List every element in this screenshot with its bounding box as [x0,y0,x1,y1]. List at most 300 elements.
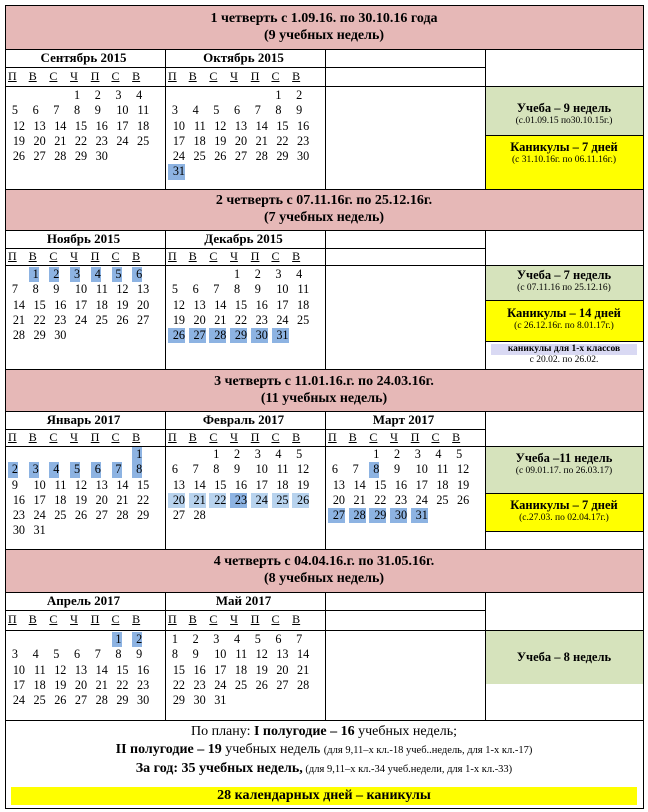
calendar-day: 5 [70,462,80,477]
calendar-day: 13 [95,477,108,492]
calendar-day: 25 [234,677,248,692]
weekday-label: С [271,612,280,626]
calendar-day: 31 [168,164,185,179]
calendar-day: 8 [369,462,379,477]
weekday-label: П [90,430,100,444]
calendar-week [8,493,153,508]
calendar-day: 22 [33,312,46,327]
calendar-day: 30 [297,149,310,164]
calendar-day: 1 [74,88,81,102]
calendar-day: 14 [12,297,25,312]
q2-first-grade-dates: с 20.02. по 26.02. [529,355,599,365]
calendar-day: 12 [297,462,310,477]
weekday-label: Ч [70,612,78,626]
calendar-day: 7 [112,462,122,477]
month-title-mar: Март 2017 [372,412,435,427]
calendar-week [168,462,313,477]
calendar-day: 12 [172,297,185,312]
weekday-label: П [250,249,260,263]
calendar-day: 9 [136,647,143,662]
quarter-2-header [5,189,643,230]
calendar-day: 23 [230,493,247,508]
calendar-day: 7 [94,647,101,662]
calendar-day: 5 [296,447,303,461]
weekday-label: С [49,612,58,626]
weekday-header-jan [8,430,153,444]
calendar-day: 13 [234,118,248,133]
calendar-day: 15 [276,118,289,133]
calendar-day: 20 [33,133,46,148]
calendar-day: 27 [137,312,150,327]
weekday-label: П [90,69,100,83]
calendar-day: 23 [193,677,206,692]
calendar-day: 5 [11,103,18,118]
calendar-day: 19 [214,133,227,148]
calendar-day: 15 [234,297,248,312]
weekday-label: С [271,69,280,83]
weekday-label: Ч [70,249,78,263]
calendar-day: 13 [137,282,150,297]
calendar-day: 9 [296,103,303,118]
calendar-week [8,447,153,462]
calendar-week [168,663,313,678]
calendar-week [8,523,153,538]
calendar-day: 3 [275,267,282,281]
weekday-label: В [292,612,301,626]
calendar-day: 23 [137,677,150,692]
calendar-day: 10 [33,477,46,492]
calendar-day: 7 [254,103,261,118]
calendar-day: 19 [457,477,470,492]
calendar-day: 9 [11,477,18,492]
weekday-header-sep [8,69,153,83]
calendar-day: 20 [332,492,345,507]
weekday-label: В [28,69,37,83]
calendar-day: 16 [394,477,408,492]
calendar-day: 24 [172,149,185,164]
weekday-label: П [90,249,100,263]
calendar-day: 15 [137,477,150,492]
calendar-day: 8 [234,282,241,297]
calendar-day: 20 [276,662,289,677]
weekday-header-mar [328,430,473,444]
q2-study-dates: (с 07.11.16 по 25.12.16) [517,283,611,293]
calendar-day: 5 [112,267,122,282]
quarter-4-weeks: (8 учебных недель) [263,571,385,586]
calendar-day: 10 [255,462,268,477]
weekday-label: П [8,430,17,444]
calendar-day: 17 [33,492,46,507]
calendar-day: 18 [193,133,206,148]
calendar-day: 10 [415,462,428,477]
calendar-week [8,328,153,343]
weekday-label: П [90,612,100,626]
calendar-day: 24 [415,492,428,507]
calendar-day: 10 [12,662,25,677]
calendar-day: 2 [94,88,101,102]
quarter-3-header [5,369,643,411]
calendar-day: 11 [137,103,150,118]
calendar-day: 22 [276,133,289,148]
calendar-day: 28 [255,149,268,164]
weekday-label: Ч [230,69,238,83]
calendar-week [8,647,153,662]
calendar-day: 1 [112,632,122,647]
calendar-day: 24 [116,133,129,148]
calendar-day: 4 [296,267,303,281]
calendar-day: 23 [255,312,268,327]
calendar-day: 21 [255,133,268,148]
calendar-day: 27 [234,149,248,164]
weekday-label: С [271,249,280,263]
calendar-day: 26 [116,312,129,327]
weekday-header-nov [8,249,153,263]
month-title-oct: Октябрь 2015 [203,50,284,65]
calendar-day: 12 [255,647,268,662]
calendar-day: 30 [137,693,150,708]
weekday-label: В [132,69,141,83]
weekday-label: П [168,612,177,626]
calendar-day: 26 [457,492,470,507]
calendar-day: 7 [11,282,18,297]
quarter-2-weeks: (7 учебных недель) [263,210,385,225]
calendar-day: 14 [353,477,366,492]
footer-holidays-text: 28 календарных дней – каникулы [217,788,431,803]
calendar-day: 14 [193,477,206,492]
calendar-day: 9 [254,282,261,297]
quarter-4-header [5,549,643,592]
weekday-label: В [348,430,357,444]
calendar-day: 18 [436,477,449,492]
calendar-day: 25 [54,508,67,523]
quarter-1-header [5,5,643,49]
month-title-feb: Февраль 2017 [202,412,285,427]
calendar-day: 11 [54,477,67,492]
calendar-day: 17 [214,662,227,677]
calendar-day: 20 [95,492,108,507]
weekday-label: П [250,612,260,626]
calendar-day: 16 [255,297,268,312]
calendar-day: 29 [33,328,46,343]
calendar-day: 4 [49,462,59,477]
calendar-day: 3 [414,447,421,461]
calendar-day: 5 [254,632,261,646]
q2-holiday-cell [485,301,643,341]
q3-study-label: Учеба –11 недель [515,451,613,465]
calendar-week [168,119,313,134]
calendar-day: 6 [331,462,338,477]
calendar-day: 4 [136,88,143,102]
calendar-day: 29 [276,149,289,164]
calendar-day: 23 [12,508,25,523]
quarter-1-weeks: (9 учебных недель) [263,28,385,43]
calendar-day: 20 [193,312,206,327]
weekday-label: С [369,430,378,444]
q2-holiday-dates: (с 26.12.16г. по 8.01.17г.) [514,321,614,331]
calendar-day: 8 [115,647,122,662]
calendar-week [168,478,313,493]
calendar-week [168,632,313,647]
calendar-day: 2 [192,632,199,646]
calendar-day: 22 [74,133,88,148]
calendar-day: 10 [276,282,289,297]
weekday-label: Ч [390,430,398,444]
calendar-day: 18 [276,477,289,492]
calendar-day: 25 [137,133,150,148]
calendar-week [168,693,313,708]
calendar-day: 26 [292,493,309,508]
calendar-day: 22 [234,312,248,327]
calendar-day: 29 [369,508,386,523]
calendar-day: 13 [33,118,46,133]
calendar-day: 13 [276,647,289,662]
calendar-week [8,103,153,118]
calendar-day: 17 [116,118,129,133]
weekday-label: П [8,612,17,626]
calendar-day: 22 [116,677,129,692]
calendar-day: 9 [53,282,60,297]
calendar-day: 24 [12,693,25,708]
weekday-label: В [28,430,37,444]
calendar-day: 21 [214,312,227,327]
calendar-day: 15 [74,118,88,133]
calendar-day: 21 [54,133,67,148]
calendar-week [8,134,153,149]
calendar-week [8,282,153,297]
calendar-week [168,298,313,313]
calendar-day: 28 [193,508,206,523]
calendar-day: 8 [213,462,220,477]
calendar-day: 25 [33,693,46,708]
calendar-day: 9 [94,103,101,118]
calendar-day: 2 [234,447,241,461]
calendar-day: 2 [394,447,401,461]
calendar-day: 7 [213,282,220,297]
calendar-day: 3 [29,462,39,477]
calendar-day: 6 [171,462,178,477]
calendar-week [168,328,313,343]
calendar-week [8,632,153,647]
q3-study-dates: (с 09.01.17. по 26.03.17) [515,466,613,476]
weekday-label: П [8,249,17,263]
q2-first-grade-label: каникулы для 1-х классов [491,344,637,355]
calendar-week [8,508,153,523]
calendar-day: 3 [115,88,122,102]
calendar-day: 27 [276,677,289,692]
calendar-day: 3 [254,447,261,461]
q1-holiday-label: Каникулы – 7 дней [510,140,618,154]
calendar-day: 26 [214,149,227,164]
calendar-day: 25 [436,492,449,507]
calendar-day: 2 [296,88,303,102]
calendar-day: 19 [74,492,88,507]
calendar-day: 23 [394,492,408,507]
calendar-day: 25 [95,312,108,327]
calendar-day: 26 [74,508,88,523]
calendar-day: 5 [213,103,220,118]
calendar-day: 27 [74,693,88,708]
calendar-day: 17 [415,477,428,492]
calendar-day: 13 [193,297,206,312]
calendar-grid-jan [8,447,153,539]
calendar-grid-mar [328,447,473,523]
calendar-week [8,149,153,164]
calendar-day: 28 [95,693,108,708]
calendar-day: 19 [12,133,25,148]
calendar-day: 29 [230,328,247,343]
weekday-label: П [250,430,260,444]
calendar-week [328,447,473,462]
calendar-day: 2 [49,267,59,282]
calendar-day: 1 [275,88,282,102]
q3-holiday-dates: (с.27.03. по 02.04.17г.) [519,513,609,523]
calendar-day: 12 [457,462,470,477]
calendar-day: 16 [54,297,67,312]
calendar-week [8,663,153,678]
calendar-day: 5 [171,282,178,297]
weekday-label: С [111,69,120,83]
weekday-label: С [209,249,218,263]
calendar-day: 14 [54,118,67,133]
calendar-day: 26 [168,328,185,343]
calendar-day: 17 [172,133,185,148]
calendar-day: 18 [137,118,150,133]
calendar-day: 24 [33,508,46,523]
calendar-day: 25 [297,312,310,327]
weekday-header-oct [168,69,313,83]
calendar-week [168,447,313,462]
calendar-day: 30 [193,693,206,708]
weekday-label: С [49,430,58,444]
weekday-label: П [250,69,260,83]
calendar-day: 21 [353,492,366,507]
q1-study-label: Учеба – 9 недель [516,101,612,115]
calendar-day: 27 [33,149,46,164]
quarter-1-title: 1 четверть с 1.09.16. по 30.10.16 года [210,11,438,26]
q3-holiday-label: Каникулы – 7 дней [510,498,618,512]
weekday-label: П [8,69,17,83]
calendar-day: 8 [275,103,282,118]
calendar-day: 27 [172,508,185,523]
calendar-grid-oct [168,88,313,180]
month-title-apr: Апрель 2017 [46,593,121,608]
calendar-week [8,478,153,493]
weekday-label: П [168,249,177,263]
calendar-day: 28 [297,677,310,692]
calendar-day: 29 [74,149,88,164]
weekday-label: В [28,249,37,263]
calendar-day: 21 [116,492,129,507]
weekday-header-apr [8,612,153,626]
calendar-day: 13 [74,662,88,677]
calendar-day: 19 [116,297,129,312]
calendar-week [168,103,313,118]
calendar-day: 6 [192,282,199,297]
weekday-label: В [188,249,197,263]
month-title-jan: Январь 2017 [46,412,121,427]
weekday-label: П [410,430,420,444]
weekday-label: Ч [70,69,78,83]
calendar-day: 11 [33,662,46,677]
weekday-label: В [132,249,141,263]
calendar-day: 14 [95,662,108,677]
calendar-day: 26 [54,693,67,708]
weekday-header-feb [168,430,313,444]
footer-holidays-bar [11,787,637,805]
calendar-day: 27 [95,508,108,523]
weekday-label: В [292,249,301,263]
weekday-label: Ч [230,612,238,626]
calendar-day: 14 [116,477,129,492]
calendar-day: 1 [29,267,39,282]
weekday-label: В [132,612,141,626]
calendar-day: 14 [255,118,268,133]
calendar-day: 8 [132,462,142,477]
calendar-day: 1 [213,447,220,461]
calendar-day: 12 [54,662,67,677]
weekday-label: Ч [230,249,238,263]
q4-study-cell [485,631,643,684]
calendar-day: 18 [297,297,310,312]
calendar-day: 14 [214,297,227,312]
calendar-day: 8 [32,282,39,297]
calendar-day: 30 [390,508,407,523]
calendar-day: 20 [137,297,150,312]
calendar-day: 6 [32,103,39,118]
weekday-label: С [111,612,120,626]
calendar-week [168,282,313,297]
calendar-day: 17 [12,677,25,692]
calendar-day: 1 [171,632,178,646]
calendar-week [8,298,153,313]
calendar-day: 15 [214,477,227,492]
weekday-label: С [209,430,218,444]
calendar-day: 23 [54,312,67,327]
calendar-week [328,493,473,508]
calendar-grid-sep [8,88,153,164]
calendar-day: 19 [255,662,268,677]
calendar-day: 12 [214,118,227,133]
calendar-day: 8 [74,103,81,118]
calendar-day: 6 [234,103,241,118]
calendar-day: 29 [137,508,150,523]
calendar-day: 15 [33,297,46,312]
calendar-week [8,267,153,282]
calendar-week [168,149,313,164]
calendar-day: 9 [192,647,199,662]
calendar-day: 23 [297,133,310,148]
weekday-label: В [188,612,197,626]
calendar-day: 31 [214,693,227,708]
calendar-day: 20 [74,677,88,692]
calendar-day: 17 [276,297,289,312]
weekday-header-may [168,612,313,626]
calendar-day: 22 [374,492,387,507]
calendar-day: 7 [192,462,199,477]
calendar-day: 21 [12,312,25,327]
calendar-day: 27 [189,328,206,343]
calendar-day: 1 [132,447,142,462]
calendar-day: 18 [95,297,108,312]
footer-line-3: За год: 35 учебных недель, (для 9,11–х кл.-34 учеб.недели, для 1-х кл.-33) [135,761,513,776]
calendar-day: 11 [235,647,248,662]
calendar-day: 11 [276,462,289,477]
calendar-day: 10 [74,282,88,297]
quarter-2-title: 2 четверть с 07.11.16г. по 25.12.16г. [215,193,433,208]
calendar-week [8,119,153,134]
weekday-label: С [111,430,120,444]
calendar-day: 6 [275,632,282,646]
